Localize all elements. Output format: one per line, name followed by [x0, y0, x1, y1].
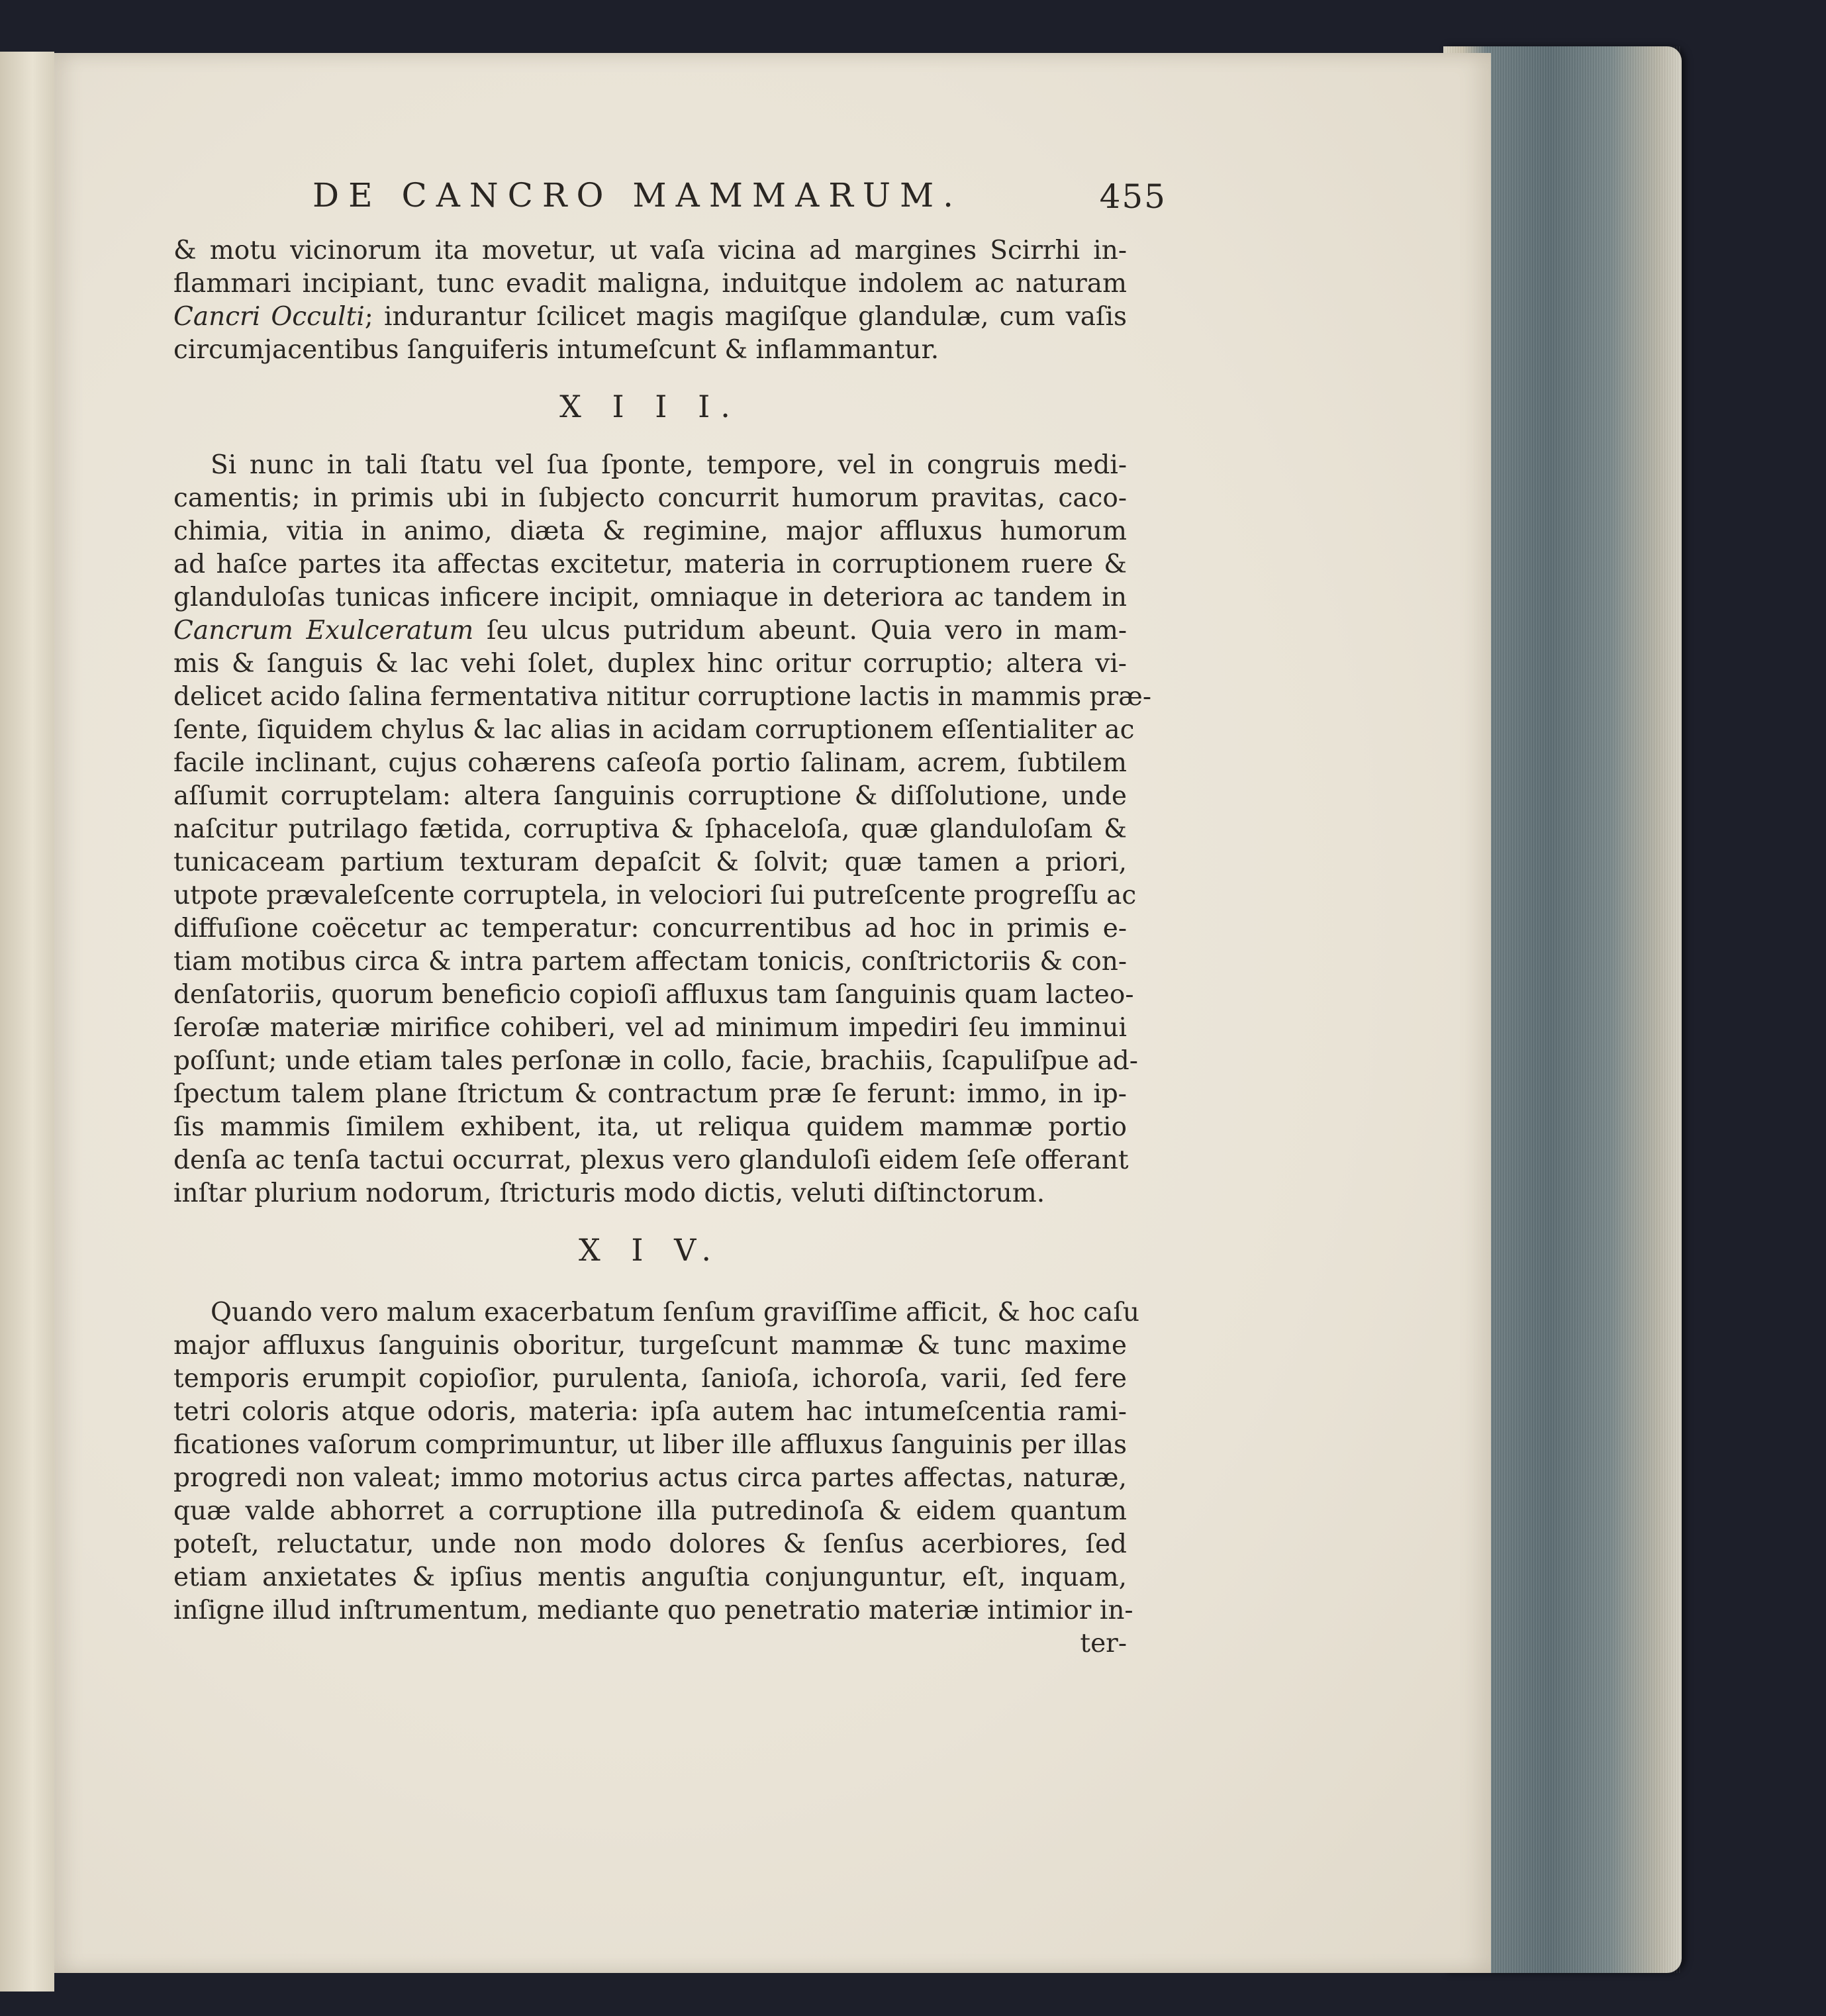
facing-page-edge — [0, 52, 54, 1992]
text-line: Cancrum Exulceratum ſeu ulcus putridum abeunt. Quia vero in mam- — [173, 616, 1127, 646]
text-line: temporis erumpit copioſior, purulenta, ſanioſa, ichoroſa, varii, ſed fere — [173, 1364, 1127, 1394]
catchword: ter- — [1080, 1629, 1127, 1658]
text-line: ſeroſæ materiæ mirifice cohiberi, vel ad minimum impediri ſeu imminui — [173, 1013, 1127, 1043]
paragraph-xiii — [173, 449, 1151, 1210]
text-line: camentis; in primis ubi in ſubjecto concurrit humorum pravitas, caco- — [173, 483, 1127, 513]
text-line: glanduloſas tunicas inficere incipit, omniaque in deteriora ac tandem in — [173, 583, 1127, 612]
text-line: Cancri Occulti; indurantur ſcilicet magis magiſque glandulæ, cum vaſis — [173, 302, 1127, 332]
text-line: tetri coloris atque odoris, materia: ipſa autem hac intumeſcentia rami- — [173, 1397, 1127, 1427]
text-line: ad haſce partes ita affectas excitetur, materia in corruptionem ruere & — [173, 550, 1127, 579]
text-line: delicet acido ſalina fermentativa nititur corruptione lactis in mammis præ- — [173, 682, 1151, 712]
text-line: denſatoriis, quorum beneficio copioſi affluxus tam ſanguinis quam lacteo- — [173, 980, 1134, 1010]
text-line: major affluxus ſanguinis oboritur, turgeſcunt mammæ & tunc maxime — [173, 1331, 1127, 1361]
text-line: progredi non valeat; immo motorius actus circa partes affectas, naturæ, — [173, 1463, 1127, 1493]
text-line: ſente, ſiquidem chylus & lac alias in acidam corruptionem eſſentialiter ac — [173, 715, 1135, 745]
text-line: flammari incipiant, tunc evadit maligna, induitque indolem ac naturam — [173, 269, 1127, 299]
section-heading-xiii: X I I I. — [559, 389, 741, 424]
text-line: ſis mammis ſimilem exhibent, ita, ut reliqua quidem mammæ portio — [173, 1112, 1127, 1142]
running-head-title: DE CANCRO MAMMARUM. — [312, 176, 963, 215]
text-line: mis & ſanguis & lac vehi ſolet, duplex hinc oritur corruptio; altera vi- — [173, 649, 1127, 679]
text-line: chimia, vitia in animo, diæta & regimine, major affluxus humorum — [173, 516, 1127, 546]
text-line: utpote prævaleſcente corruptela, in velociori ſui putreſcente progreſſu ac — [173, 881, 1137, 910]
text-line: tiam motibus circa & intra partem affectam tonicis, conſtrictoriis & con- — [173, 947, 1127, 977]
text-line: diffuſione coëcetur ac temperatur: concurrentibus ad hoc in primis e- — [173, 914, 1127, 943]
text-line: ficationes vaſorum comprimuntur, ut liber ille affluxus ſanguinis per illas — [173, 1430, 1127, 1460]
section-heading-xiv: X I V. — [579, 1232, 722, 1268]
text-line: & motu vicinorum ita movetur, ut vaſa vicina ad margines Scirrhi in- — [173, 236, 1127, 265]
text-line: aſſumit corruptelam: altera ſanguinis corruptione & diſſolutione, unde — [173, 781, 1127, 811]
text-line: denſa ac tenſa tactui occurrat, plexus vero glanduloſi eidem ſeſe offerant — [173, 1145, 1129, 1175]
text-line: Quando vero malum exacerbatum ſenſum graviſſime afficit, & hoc caſu — [211, 1298, 1139, 1327]
text-line: Si nunc in tali ſtatu vel ſua ſponte, tempore, vel in congruis medi- — [211, 450, 1127, 480]
paragraph-xiv — [173, 1296, 1139, 1660]
text-line: inſtar plurium nodorum, ſtricturis modo dictis, veluti diſtinctorum. — [173, 1178, 1045, 1208]
paragraph-continuation — [173, 234, 1127, 367]
text-line: poteſt, reluctatur, unde non modo dolores & ſenſus acerbiores, ſed — [173, 1529, 1127, 1559]
text-line: naſcitur putrilago fætida, corruptiva & ſphaceloſa, quæ glanduloſam & — [173, 814, 1127, 844]
text-line: inſigne illud inſtrumentum, mediante quo penetratio materiæ intimior in- — [173, 1596, 1133, 1625]
text-line: ſpectum talem plane ſtrictum & contractum præ ſe ferunt: immo, in ip- — [173, 1079, 1127, 1109]
text-line: tunicaceam partium texturam depaſcit & ſolvit; quæ tamen a priori, — [173, 847, 1127, 877]
text-line: etiam anxietates & ipſius mentis anguſtia conjunguntur, eſt, inquam, — [173, 1562, 1127, 1592]
text-line: quæ valde abhorret a corruptione illa putredinoſa & eidem quantum — [173, 1496, 1127, 1526]
text-line: facile inclinant, cujus cohærens caſeoſa portio ſalinam, acrem, ſubtilem — [173, 748, 1127, 778]
text-line: circumjacentibus ſanguiferis intumeſcunt & inflammantur. — [173, 335, 939, 365]
page-number: 455 — [1099, 177, 1167, 216]
text-line: poſſunt; unde etiam tales perſonæ in collo, facie, brachiis, ſcapuliſpue ad- — [173, 1046, 1138, 1076]
